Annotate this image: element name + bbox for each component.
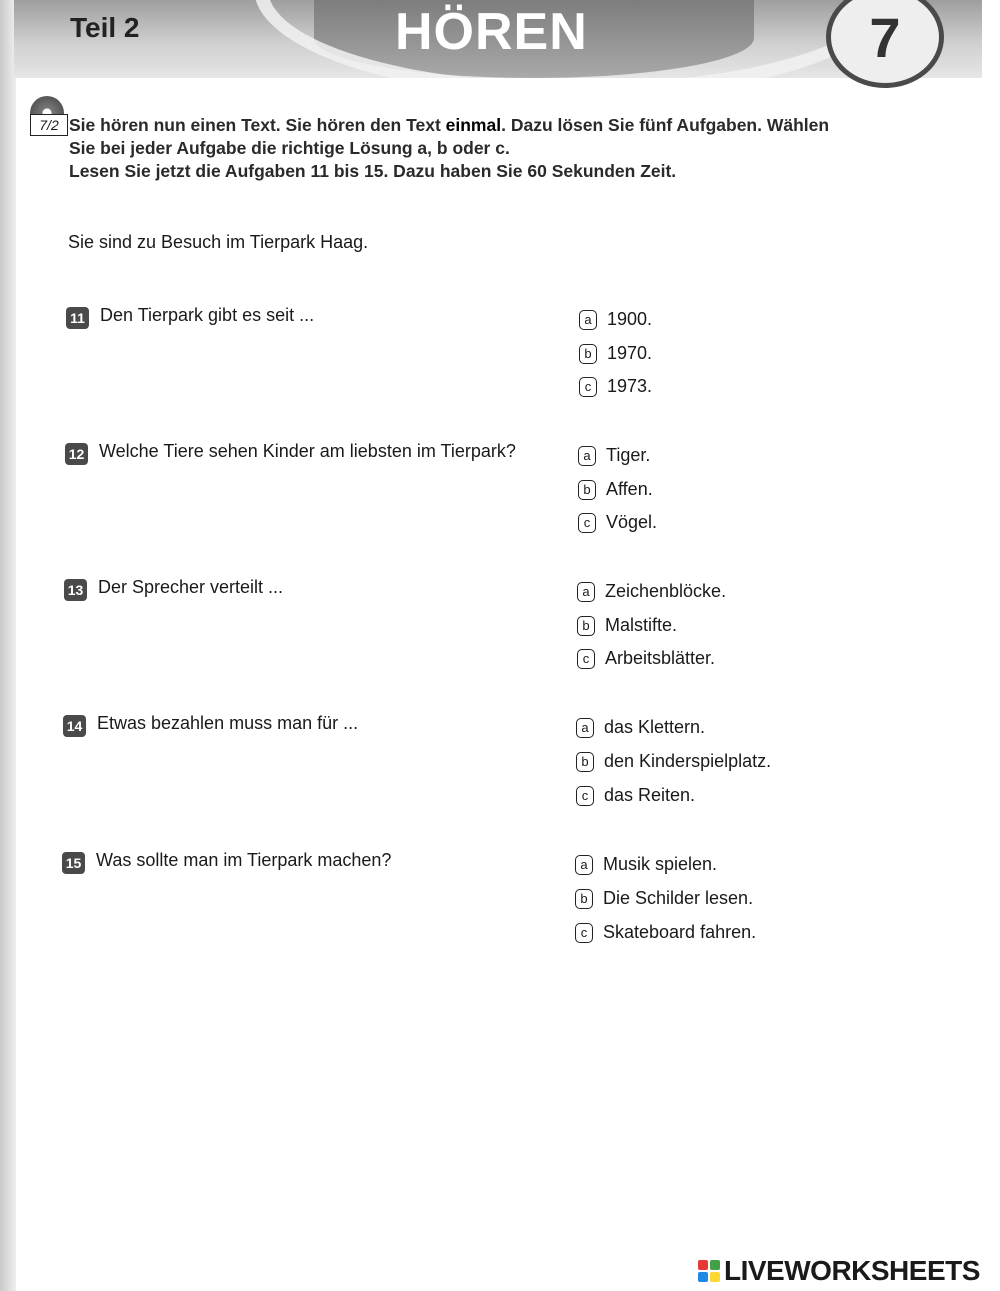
task-number-badge: 11 xyxy=(66,307,89,329)
track-number: 7/2 xyxy=(30,114,68,136)
option-text: Zeichenblöcke. xyxy=(605,581,727,601)
option-text: 1970. xyxy=(607,343,653,363)
option-c[interactable] xyxy=(576,785,695,806)
task-number-badge: 13 xyxy=(64,579,87,601)
option-a[interactable] xyxy=(578,445,650,466)
option-text: das Reiten. xyxy=(604,785,696,805)
task-11 xyxy=(0,305,1000,425)
option-c[interactable] xyxy=(578,512,657,533)
option-text: 1900. xyxy=(607,309,653,329)
option-text: Musik spielen. xyxy=(603,854,718,874)
task-question: Den Tierpark gibt es seit ... xyxy=(100,305,315,325)
liveworksheets-logo[interactable] xyxy=(698,1254,980,1288)
option-letter: c xyxy=(577,649,595,669)
option-a[interactable] xyxy=(577,581,726,602)
task-14 xyxy=(0,713,1000,833)
instruction-text: . Dazu lösen Sie fünf Aufgaben. Wählen xyxy=(501,115,830,135)
option-a[interactable] xyxy=(575,854,717,875)
task-13 xyxy=(0,577,1000,697)
task-12 xyxy=(0,441,1000,561)
audio-track-marker xyxy=(28,96,68,140)
task-question: Welche Tiere sehen Kinder am liebsten im Tierpark? xyxy=(99,441,516,461)
option-a[interactable] xyxy=(579,309,652,330)
option-letter: b xyxy=(577,616,595,636)
logo-grid-icon xyxy=(698,1260,720,1282)
option-text: Malstifte. xyxy=(605,615,678,635)
task-number-badge: 15 xyxy=(62,852,85,874)
option-b[interactable] xyxy=(578,479,653,500)
instruction-emphasis: einmal xyxy=(445,115,502,135)
option-b[interactable] xyxy=(575,888,753,909)
option-b[interactable] xyxy=(576,751,771,772)
option-text: Arbeitsblätter. xyxy=(605,648,716,668)
task-15 xyxy=(0,850,1000,970)
option-c[interactable] xyxy=(579,376,652,397)
logo-square xyxy=(710,1260,720,1270)
option-letter: a xyxy=(579,310,597,330)
option-letter: c xyxy=(575,923,593,943)
option-c[interactable] xyxy=(577,648,715,669)
option-b[interactable] xyxy=(577,615,677,636)
option-letter: b xyxy=(575,889,593,909)
option-text: den Kinderspielplatz. xyxy=(604,751,772,771)
logo-text: LIVEWORKSHEETS xyxy=(724,1255,980,1286)
option-letter: c xyxy=(579,377,597,397)
option-text: Tiger. xyxy=(606,445,651,465)
option-letter: c xyxy=(578,513,596,533)
task-question: Was sollte man im Tierpark machen? xyxy=(96,850,392,870)
situation-intro: Sie sind zu Besuch im Tierpark Haag. xyxy=(68,232,369,252)
option-letter: b xyxy=(579,344,597,364)
instruction-line-3: Lesen Sie jetzt die Aufgaben 11 bis 15. Dazu haben Sie 60 Sekunden Zeit. xyxy=(69,161,677,181)
option-letter: a xyxy=(575,855,593,875)
option-letter: a xyxy=(576,718,594,738)
section-label: Teil 2 xyxy=(70,12,140,43)
option-text: Die Schilder lesen. xyxy=(603,888,754,908)
task-question: Der Sprecher verteilt ... xyxy=(98,577,284,597)
option-letter: a xyxy=(578,446,596,466)
instructions xyxy=(69,114,949,183)
logo-square xyxy=(698,1260,708,1270)
chapter-number: 7 xyxy=(826,0,944,88)
option-text: Affen. xyxy=(606,479,653,499)
task-number-badge: 14 xyxy=(63,715,86,737)
option-letter: b xyxy=(576,752,594,772)
option-c[interactable] xyxy=(575,922,756,943)
option-a[interactable] xyxy=(576,717,705,738)
task-question: Etwas bezahlen muss man für ... xyxy=(97,713,359,733)
logo-square xyxy=(710,1272,720,1282)
option-letter: c xyxy=(576,786,594,806)
logo-square xyxy=(698,1272,708,1282)
task-number-badge: 12 xyxy=(65,443,88,465)
option-text: das Klettern. xyxy=(604,717,706,737)
page-title: HÖREN xyxy=(395,3,588,61)
instruction-text: Sie hören nun einen Text. Sie hören den Text xyxy=(69,115,446,135)
option-text: 1973. xyxy=(607,376,653,396)
instruction-line-2: Sie bei jeder Aufgabe die richtige Lösung a, b oder c. xyxy=(69,138,510,158)
option-letter: a xyxy=(577,582,595,602)
option-text: Vögel. xyxy=(606,512,658,532)
option-text: Skateboard fahren. xyxy=(603,922,757,942)
option-b[interactable] xyxy=(579,343,652,364)
instruction-line-1 xyxy=(69,114,949,137)
option-letter: b xyxy=(578,480,596,500)
